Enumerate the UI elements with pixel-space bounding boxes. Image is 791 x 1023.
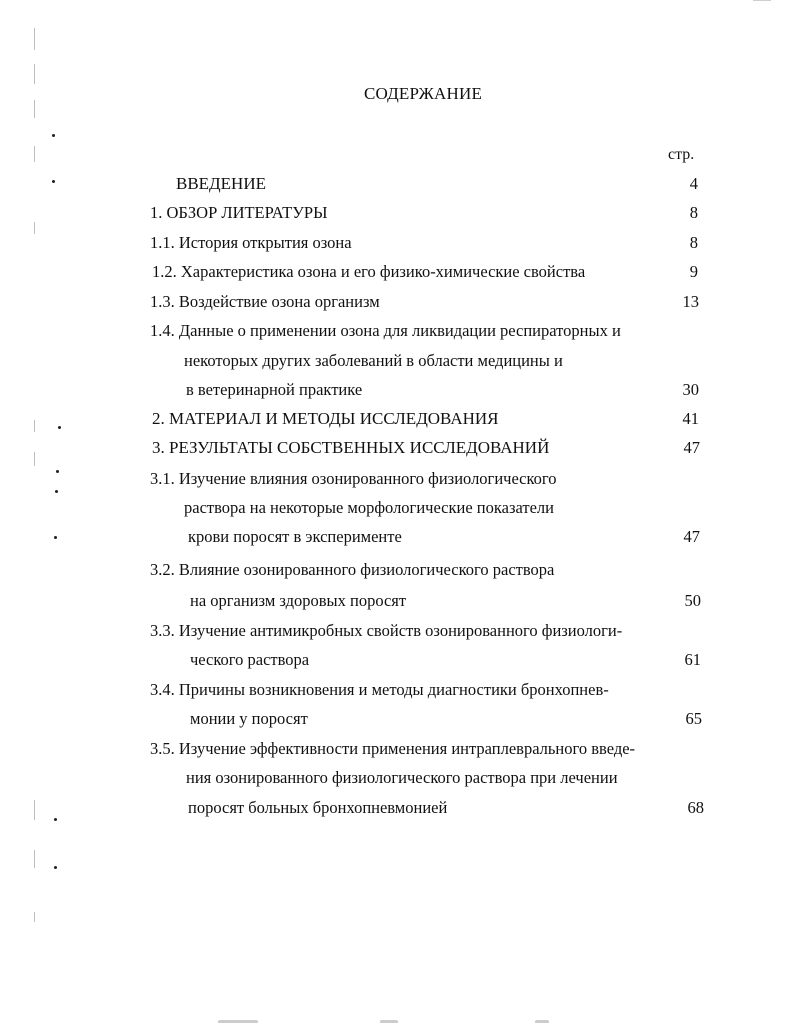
margin-dot [54,866,57,869]
toc-page-number: 8 [689,203,698,222]
toc-entry-text: 3.5. Изучение эффективности применения интраплеврального введе- [150,739,636,758]
margin-dot [52,180,55,183]
margin-tick [34,912,35,922]
margin-tick [34,222,35,234]
toc-entry-text: ВВЕДЕНИЕ [176,174,266,193]
toc-entry-text: раствора на некоторые морфологические показатели [184,498,554,517]
toc-page-number: 13 [682,292,699,311]
margin-tick [34,146,35,162]
toc-entry-text: 1.1. История открытия озона [150,233,352,252]
margin-dot [52,134,55,137]
page-title: СОДЕРЖАНИЕ [363,84,483,103]
toc-entry-text: 1.4. Данные о применении озона для ликвидации респираторных и [150,321,621,340]
margin-dot [55,490,58,493]
margin-dot [54,536,57,539]
toc-entry-text: 3. РЕЗУЛЬТАТЫ СОБСТВЕННЫХ ИССЛЕДОВАНИЙ [152,438,550,457]
toc-page-number: 4 [689,174,698,193]
margin-dot [58,426,61,429]
scan-artifact [753,0,771,1]
toc-entry-text: ческого раствора [190,650,310,669]
margin-tick [34,420,35,432]
margin-dot [56,470,59,473]
toc-entry-text: 3.2. Влияние озонированного физиологического раствора [150,560,555,579]
toc-entry-text: в ветеринарной практике [186,380,363,399]
margin-tick [34,452,35,466]
toc-page-number: 65 [685,709,702,728]
margin-dot [54,818,57,821]
toc-entry-text: 2. МАТЕРИАЛ И МЕТОДЫ ИССЛЕДОВАНИЯ [152,409,499,428]
toc-page-number: 61 [684,650,701,669]
margin-tick [34,64,35,84]
toc-page-number: 8 [689,233,698,252]
toc-entry-text: 1. ОБЗОР ЛИТЕРАТУРЫ [150,203,328,222]
toc-entry-text: некоторых других заболеваний в области медицины и [184,351,563,370]
toc-entry-text: 1.3. Воздействие озона организм [150,292,380,311]
toc-page-number: 68 [687,798,704,817]
toc-page-number: 9 [689,262,698,281]
toc-entry-text: поросят больных бронхопневмонией [188,798,448,817]
toc-page-number: 50 [684,591,701,610]
page-column-label: стр. [668,146,695,163]
toc-entry-text: на организм здоровых поросят [190,591,407,610]
margin-tick [34,850,35,868]
margin-tick [34,28,35,50]
toc-page-number: 47 [683,438,700,457]
toc-entry-text: 1.2. Характеристика озона и его физико-химические свойства [152,262,586,281]
toc-entry-text: 3.3. Изучение антимикробных свойств озонированного физиологи- [150,621,623,640]
toc-entry-text: ния озонированного физиологического раствора при лечении [186,768,618,787]
toc-page-number: 47 [683,527,700,546]
margin-tick [34,800,35,820]
toc-entry-text: крови поросят в эксперименте [188,527,402,546]
toc-entry-text: 3.1. Изучение влияния озонированного физиологического [150,469,557,488]
toc-entry-text: 3.4. Причины возникновения и методы диагностики бронхопнев- [150,680,609,699]
toc-page-number: 30 [682,380,699,399]
toc-entry-text: монии у поросят [190,709,308,728]
toc-page-number: 41 [682,409,699,428]
